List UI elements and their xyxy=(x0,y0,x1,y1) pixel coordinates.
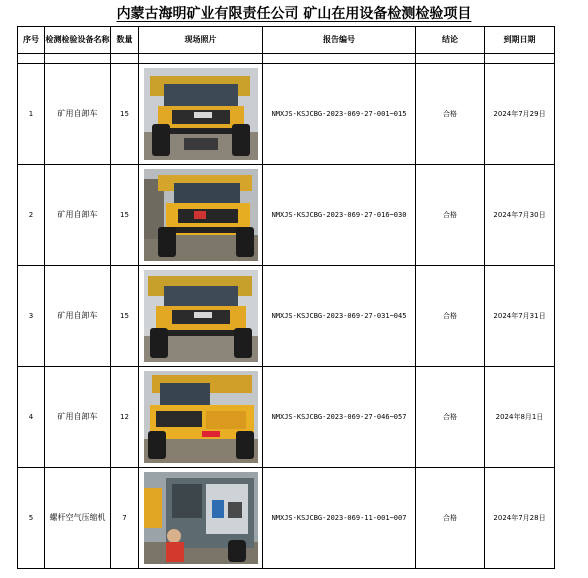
document-title: 内蒙古海明矿业有限责任公司 矿山在用设备检测检验项目 xyxy=(116,6,472,22)
row-photo-cell xyxy=(139,165,263,266)
inspection-table xyxy=(17,26,555,569)
row-photo-cell xyxy=(139,468,263,569)
row-qty: 15 xyxy=(111,64,139,165)
header-no: 序号 xyxy=(18,27,45,54)
table-row xyxy=(18,266,555,367)
row-device-name: 矿用自卸车 xyxy=(45,165,111,266)
row-no: 4 xyxy=(18,367,45,468)
table-row xyxy=(18,165,555,266)
table-row xyxy=(18,64,555,165)
spacer-row xyxy=(18,54,555,64)
row-device-name: 矿用自卸车 xyxy=(45,64,111,165)
row-report-no: NMXJS-KSJCBG-2023-069-27-046~057 xyxy=(263,367,416,468)
row-report-no: NMXJS-KSJCBG-2023-069-11-001~007 xyxy=(263,468,416,569)
header-due-date: 到期日期 xyxy=(485,27,555,54)
row-due-date: 2024年7月29日 xyxy=(485,64,555,165)
row-due-date: 2024年7月30日 xyxy=(485,165,555,266)
row-device-name: 螺杆空气压缩机 xyxy=(45,468,111,569)
row-result: 合格 xyxy=(416,468,485,569)
row-photo-cell xyxy=(139,367,263,468)
row-result: 合格 xyxy=(416,165,485,266)
header-result: 结论 xyxy=(416,27,485,54)
header-qty: 数量 xyxy=(111,27,139,54)
row-report-no: NMXJS-KSJCBG-2023-069-27-001~015 xyxy=(263,64,416,165)
row-result: 合格 xyxy=(416,64,485,165)
row-qty: 7 xyxy=(111,468,139,569)
row-no: 1 xyxy=(18,64,45,165)
row-result: 合格 xyxy=(416,367,485,468)
row-device-name: 矿用自卸车 xyxy=(45,367,111,468)
dump-truck-photo xyxy=(144,68,258,160)
table-row xyxy=(18,468,555,569)
row-report-no: NMXJS-KSJCBG-2023-069-27-016~030 xyxy=(263,165,416,266)
row-no: 3 xyxy=(18,266,45,367)
row-due-date: 2024年7月28日 xyxy=(485,468,555,569)
table-header-row xyxy=(18,27,555,54)
dump-truck-photo xyxy=(144,270,258,362)
row-device-name: 矿用自卸车 xyxy=(45,266,111,367)
dump-truck-photo xyxy=(144,169,258,261)
row-result: 合格 xyxy=(416,266,485,367)
row-no: 2 xyxy=(18,165,45,266)
dump-truck-photo xyxy=(144,371,258,463)
row-report-no: NMXJS-KSJCBG-2023-069-27-031~045 xyxy=(263,266,416,367)
row-photo-cell xyxy=(139,266,263,367)
row-qty: 15 xyxy=(111,165,139,266)
air-compressor-photo xyxy=(144,472,258,564)
row-due-date: 2024年7月31日 xyxy=(485,266,555,367)
row-qty: 15 xyxy=(111,266,139,367)
header-photo: 现场照片 xyxy=(139,27,263,54)
row-photo-cell xyxy=(139,64,263,165)
row-qty: 12 xyxy=(111,367,139,468)
row-no: 5 xyxy=(18,468,45,569)
header-report-no: 报告编号 xyxy=(263,27,416,54)
row-due-date: 2024年8月1日 xyxy=(485,367,555,468)
table-row xyxy=(18,367,555,468)
header-device-name: 检测检验设备名称 xyxy=(45,27,111,54)
